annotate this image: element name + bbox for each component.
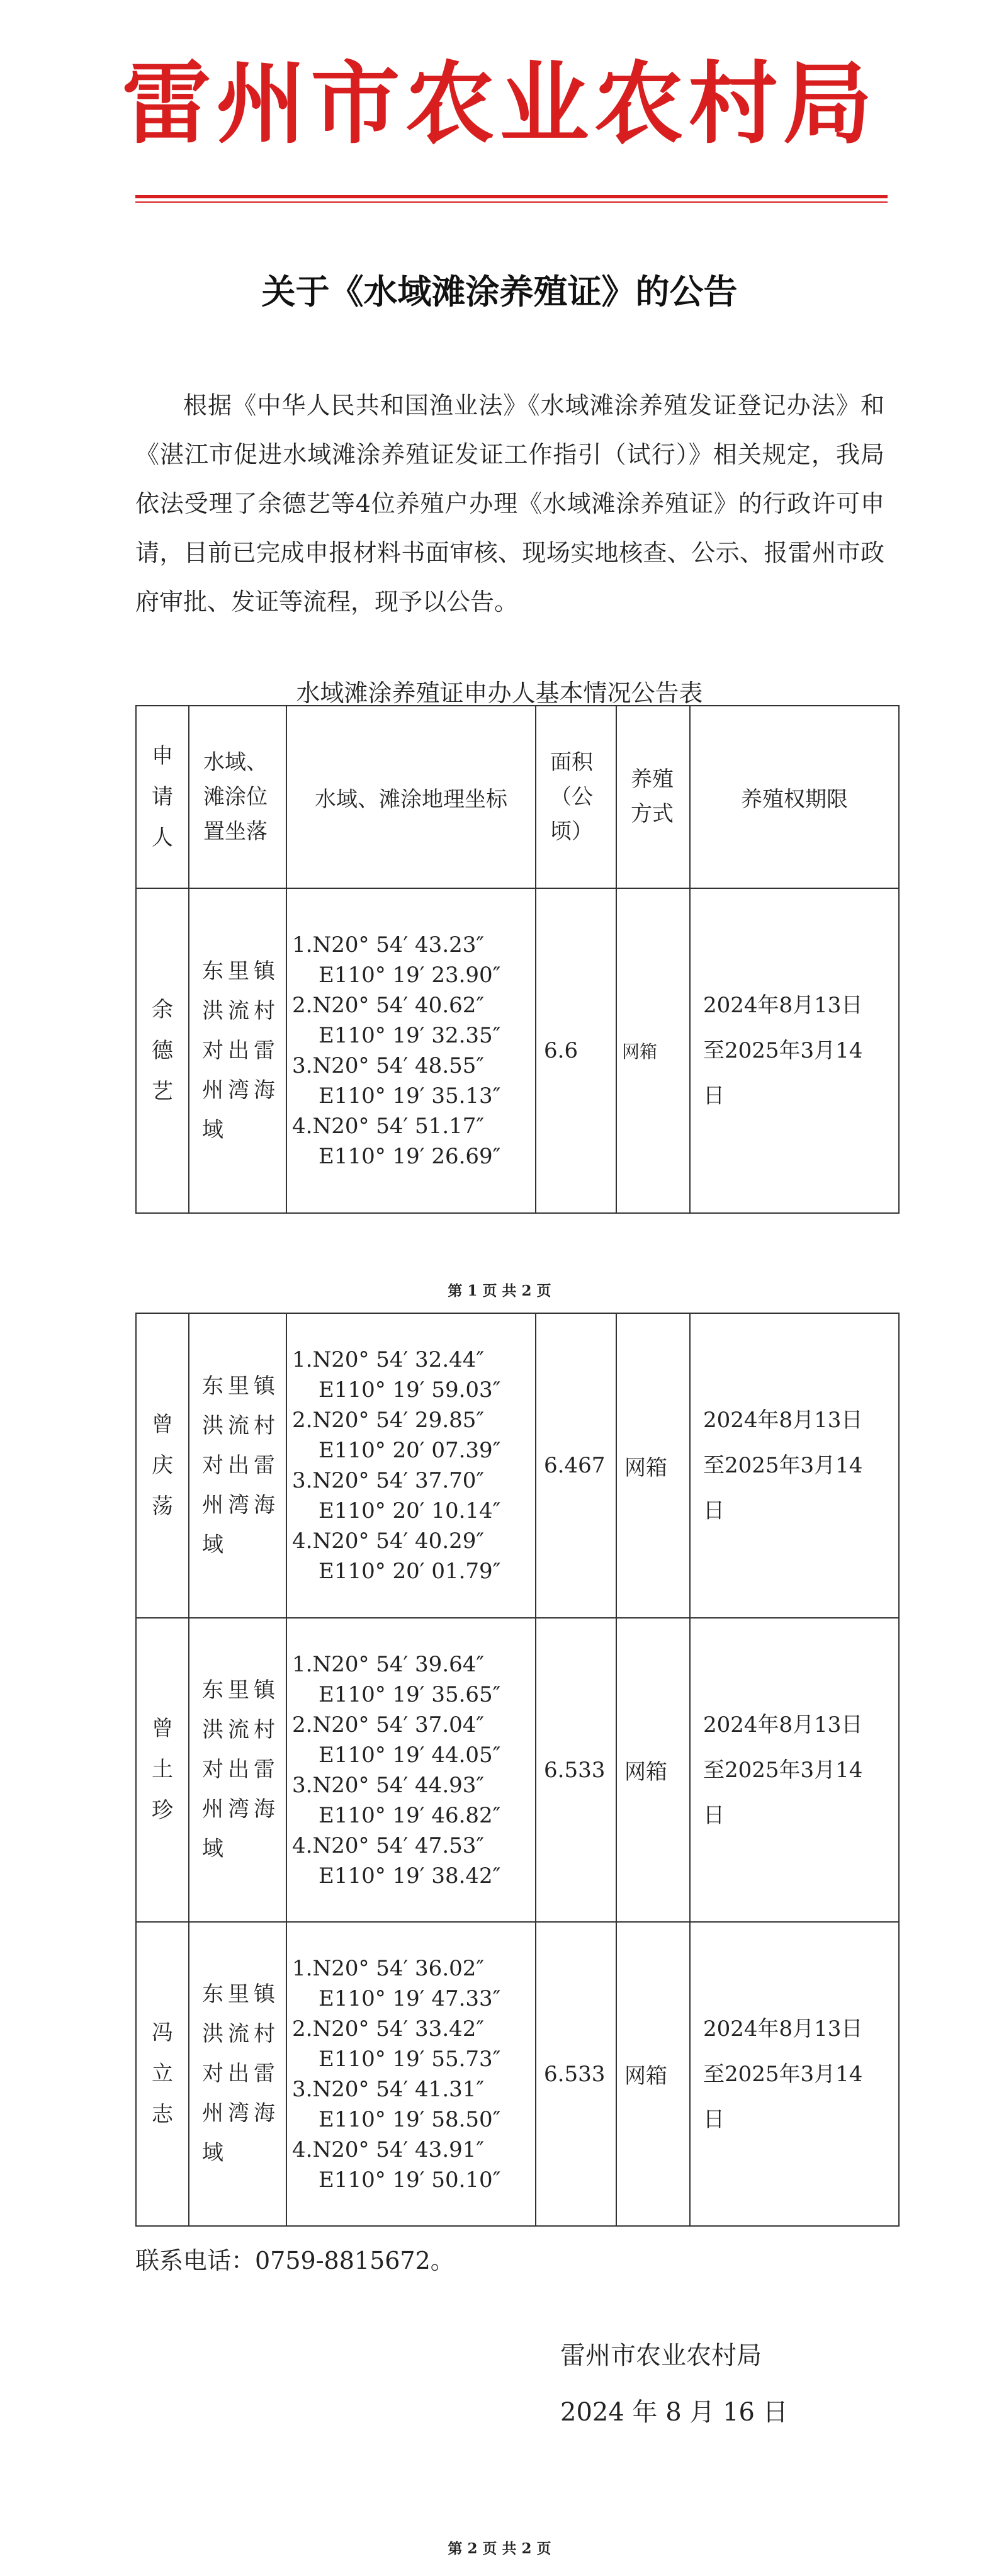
header-coordinates: 水域、滩涂地理坐标 (286, 706, 536, 888)
table-row (136, 1922, 899, 2226)
method: 网箱 (616, 888, 690, 1213)
period: 2024年8月13日至2025年3月14日 (690, 1313, 899, 1618)
table-row (136, 1313, 899, 1618)
coord-lon: E110° 19′ 23.90″ (319, 963, 501, 988)
coord-lat: 4.N20° 54′ 40.29″ (292, 1528, 485, 1554)
page-footer: 第 1 页 共 2 页 (448, 1282, 551, 1299)
period: 2024年8月13日至2025年3月14日 (690, 888, 899, 1213)
table-header-row (136, 706, 899, 888)
coord-lat: 4.N20° 54′ 43.91″ (292, 2137, 485, 2162)
applicant-name: 曾土珍 (152, 1716, 173, 1823)
coord-lat: 3.N20° 54′ 48.55″ (292, 1053, 485, 1078)
table-caption: 水域滩涂养殖证申办人基本情况公告表 (296, 679, 703, 707)
document-title: 关于《水域滩涂养殖证》的公告 (261, 272, 738, 312)
masthead-divider-thin (135, 201, 888, 203)
location: 东里镇洪流村对出雷州湾海域 (189, 888, 286, 1213)
coord-lat: 1.N20° 54′ 32.44″ (292, 1347, 485, 1372)
applicant-name: 余德艺 (152, 997, 173, 1104)
coord-lon: E110° 19′ 35.65″ (319, 1681, 501, 1707)
signature-org: 雷州市农业农村局 (560, 2341, 762, 2370)
coordinates (286, 888, 536, 1213)
coord-lon: E110° 19′ 26.69″ (319, 1144, 501, 1169)
coord-lon: E110° 19′ 46.82″ (319, 1802, 501, 1828)
period: 2024年8月13日至2025年3月14日 (690, 1922, 899, 2226)
coord-lon: E110° 20′ 01.79″ (319, 1559, 501, 1584)
header-area: 面积（公顷） (536, 706, 616, 888)
coord-lat: 2.N20° 54′ 40.62″ (292, 993, 485, 1018)
applicant-table-page2 (135, 1313, 900, 2227)
coord-lat: 2.N20° 54′ 29.85″ (292, 1408, 485, 1433)
method: 网箱 (616, 1618, 690, 1922)
location: 东里镇洪流村对出雷州湾海域 (189, 1922, 286, 2226)
coord-lon: E110° 19′ 35.13″ (319, 1083, 501, 1109)
header-method: 养殖方式 (616, 706, 690, 888)
coord-lat: 1.N20° 54′ 36.02″ (292, 1955, 485, 1981)
page-footer: 第 2 页 共 2 页 (448, 2540, 551, 2557)
coordinates (286, 1313, 536, 1618)
coord-lat: 3.N20° 54′ 37.70″ (292, 1468, 485, 1493)
coord-lat: 4.N20° 54′ 47.53″ (292, 1833, 485, 1858)
coord-lon: E110° 19′ 50.10″ (319, 2167, 501, 2193)
coord-lon: E110° 19′ 59.03″ (319, 1377, 501, 1403)
applicant-name: 冯立志 (152, 2020, 173, 2127)
method: 网箱 (616, 1313, 690, 1618)
table-row (136, 1618, 899, 1922)
coord-lon: E110° 19′ 32.35″ (319, 1023, 501, 1048)
coord-lon: E110° 20′ 10.14″ (319, 1498, 501, 1523)
coord-lat: 3.N20° 54′ 44.93″ (292, 1772, 485, 1798)
area: 6.533 (536, 1618, 616, 1922)
area: 6.6 (536, 888, 616, 1213)
table-row (136, 888, 899, 1213)
area: 6.467 (536, 1313, 616, 1618)
coord-lat: 2.N20° 54′ 33.42″ (292, 2016, 485, 2042)
coord-lat: 1.N20° 54′ 39.64″ (292, 1651, 485, 1677)
applicant-name: 曾庆荡 (152, 1411, 173, 1519)
header-period: 养殖权期限 (690, 706, 899, 888)
coord-lat: 1.N20° 54′ 43.23″ (292, 932, 485, 958)
method: 网箱 (616, 1922, 690, 2226)
period: 2024年8月13日至2025年3月14日 (690, 1618, 899, 1922)
coord-lat: 3.N20° 54′ 41.31″ (292, 2076, 485, 2102)
location: 东里镇洪流村对出雷州湾海域 (189, 1618, 286, 1922)
coordinates (286, 1922, 536, 2226)
coord-lon: E110° 19′ 38.42″ (319, 1863, 501, 1889)
coord-lon: E110° 19′ 55.73″ (319, 2046, 501, 2072)
coord-lon: E110° 19′ 58.50″ (319, 2106, 501, 2132)
document-body: 根据《中华人民共和国渔业法》《水域滩涂养殖发证登记办法》和《湛江市促进水域滩涂养殖证发证工作指引（试行）》相关规定，我局依法受理了余德艺等4位养殖户办理《水域滩涂养殖证》的行政许可申请，目前已完成申报材料书面审核、现场实地核查、公示、报雷州市政府审批、发证等流程，现予以公告。 (135, 392, 884, 616)
coord-lon: E110° 19′ 44.05″ (319, 1742, 501, 1768)
masthead-divider (135, 195, 888, 198)
coord-lon: E110° 19′ 47.33″ (319, 1986, 501, 2011)
header-applicant: 申请人 (152, 743, 173, 850)
location: 东里镇洪流村对出雷州湾海域 (189, 1313, 286, 1618)
area: 6.533 (536, 1922, 616, 2226)
contact-phone: 联系电话：0759-8815672。 (135, 2247, 454, 2274)
header-location: 水域、滩涂位置坐落 (189, 706, 286, 888)
coord-lat: 4.N20° 54′ 51.17″ (292, 1114, 485, 1139)
coord-lon: E110° 20′ 07.39″ (319, 1438, 501, 1463)
coord-lat: 2.N20° 54′ 37.04″ (292, 1712, 485, 1737)
masthead-title: 雷州市农业农村局 (121, 52, 878, 156)
signature-date: 2024 年 8 月 16 日 (560, 2398, 788, 2427)
applicant-table-page1 (135, 705, 900, 1214)
coordinates (286, 1618, 536, 1922)
